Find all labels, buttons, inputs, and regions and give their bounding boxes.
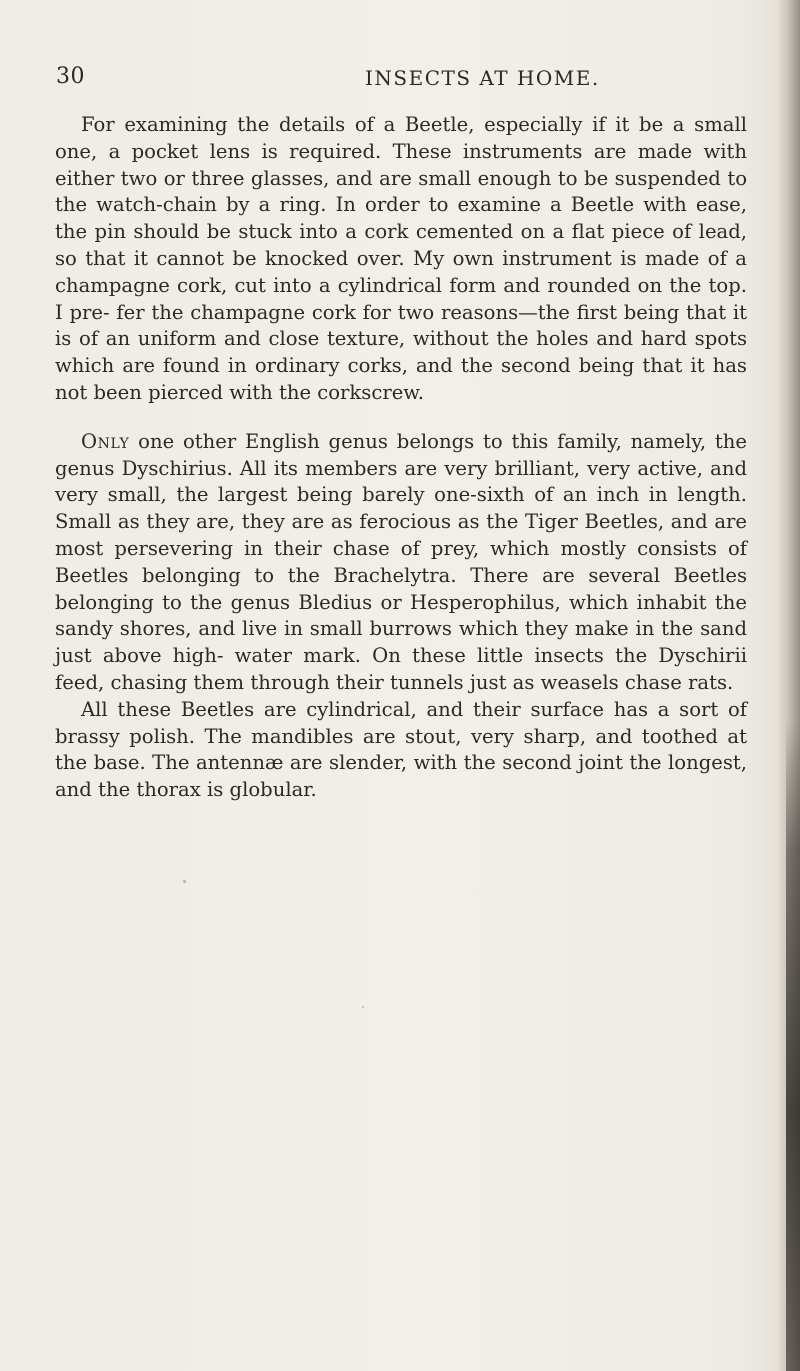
- paper-speck: [362, 1006, 364, 1008]
- paragraph-2-lead: Only: [81, 429, 130, 453]
- paper-speck: [183, 880, 186, 883]
- paragraph-3: All these Beetles are cylindrical, and their surface has a sort of brassy polish. The mandibles are stout, very sharp, and toothed at the base. The antennæ are slender, with the second joint the longest, and the thorax is globular.: [55, 697, 747, 802]
- page-edge-binding: [786, 720, 800, 1371]
- body-text: [55, 112, 747, 804]
- page-number: 30: [56, 64, 85, 89]
- page-header: [0, 64, 800, 94]
- paragraph-2-text: one other English genus belongs to this family, namely, the genus Dyschirius. All its members are very brilliant, very active, and very small, the largest being barely one-sixth of an inch in length. Small as they are, they are as ferocious as the Tiger Beetles, and are most persevering in their chase of prey, which mostly consists of Beetles belonging to the Brachelytra. There are several Beetles belonging to the genus Bledius or Hesperophilus, which inhabit the sandy shores, and live in small burrows which they make in the sand just above high- water mark. On these little insects the Dyschirii feed, chasing them through their tunnels just as weasels chase rats.: [55, 429, 747, 694]
- paragraph-1: For examining the details of a Beetle, especially if it be a small one, a pocket lens is required. These instruments are made with either two or three glasses, and are small enough to be suspended to the watch-chain by a ring. In order to examine a Beetle with ease, the pin should be stuck into a cork cemented on a flat piece of lead, so that it cannot be knocked over. My own instrument is made of a champagne cork, cut into a cylindrical form and rounded on the top. I pre- fer the champagne cork for two reasons—the first being that it is of an uniform and close texture, without the holes and hard spots which are found in ordinary corks, and the second being that it has not been pierced with the corkscrew.: [55, 113, 747, 404]
- running-head: INSECTS AT HOME.: [365, 66, 600, 90]
- paragraph-2: [55, 429, 747, 697]
